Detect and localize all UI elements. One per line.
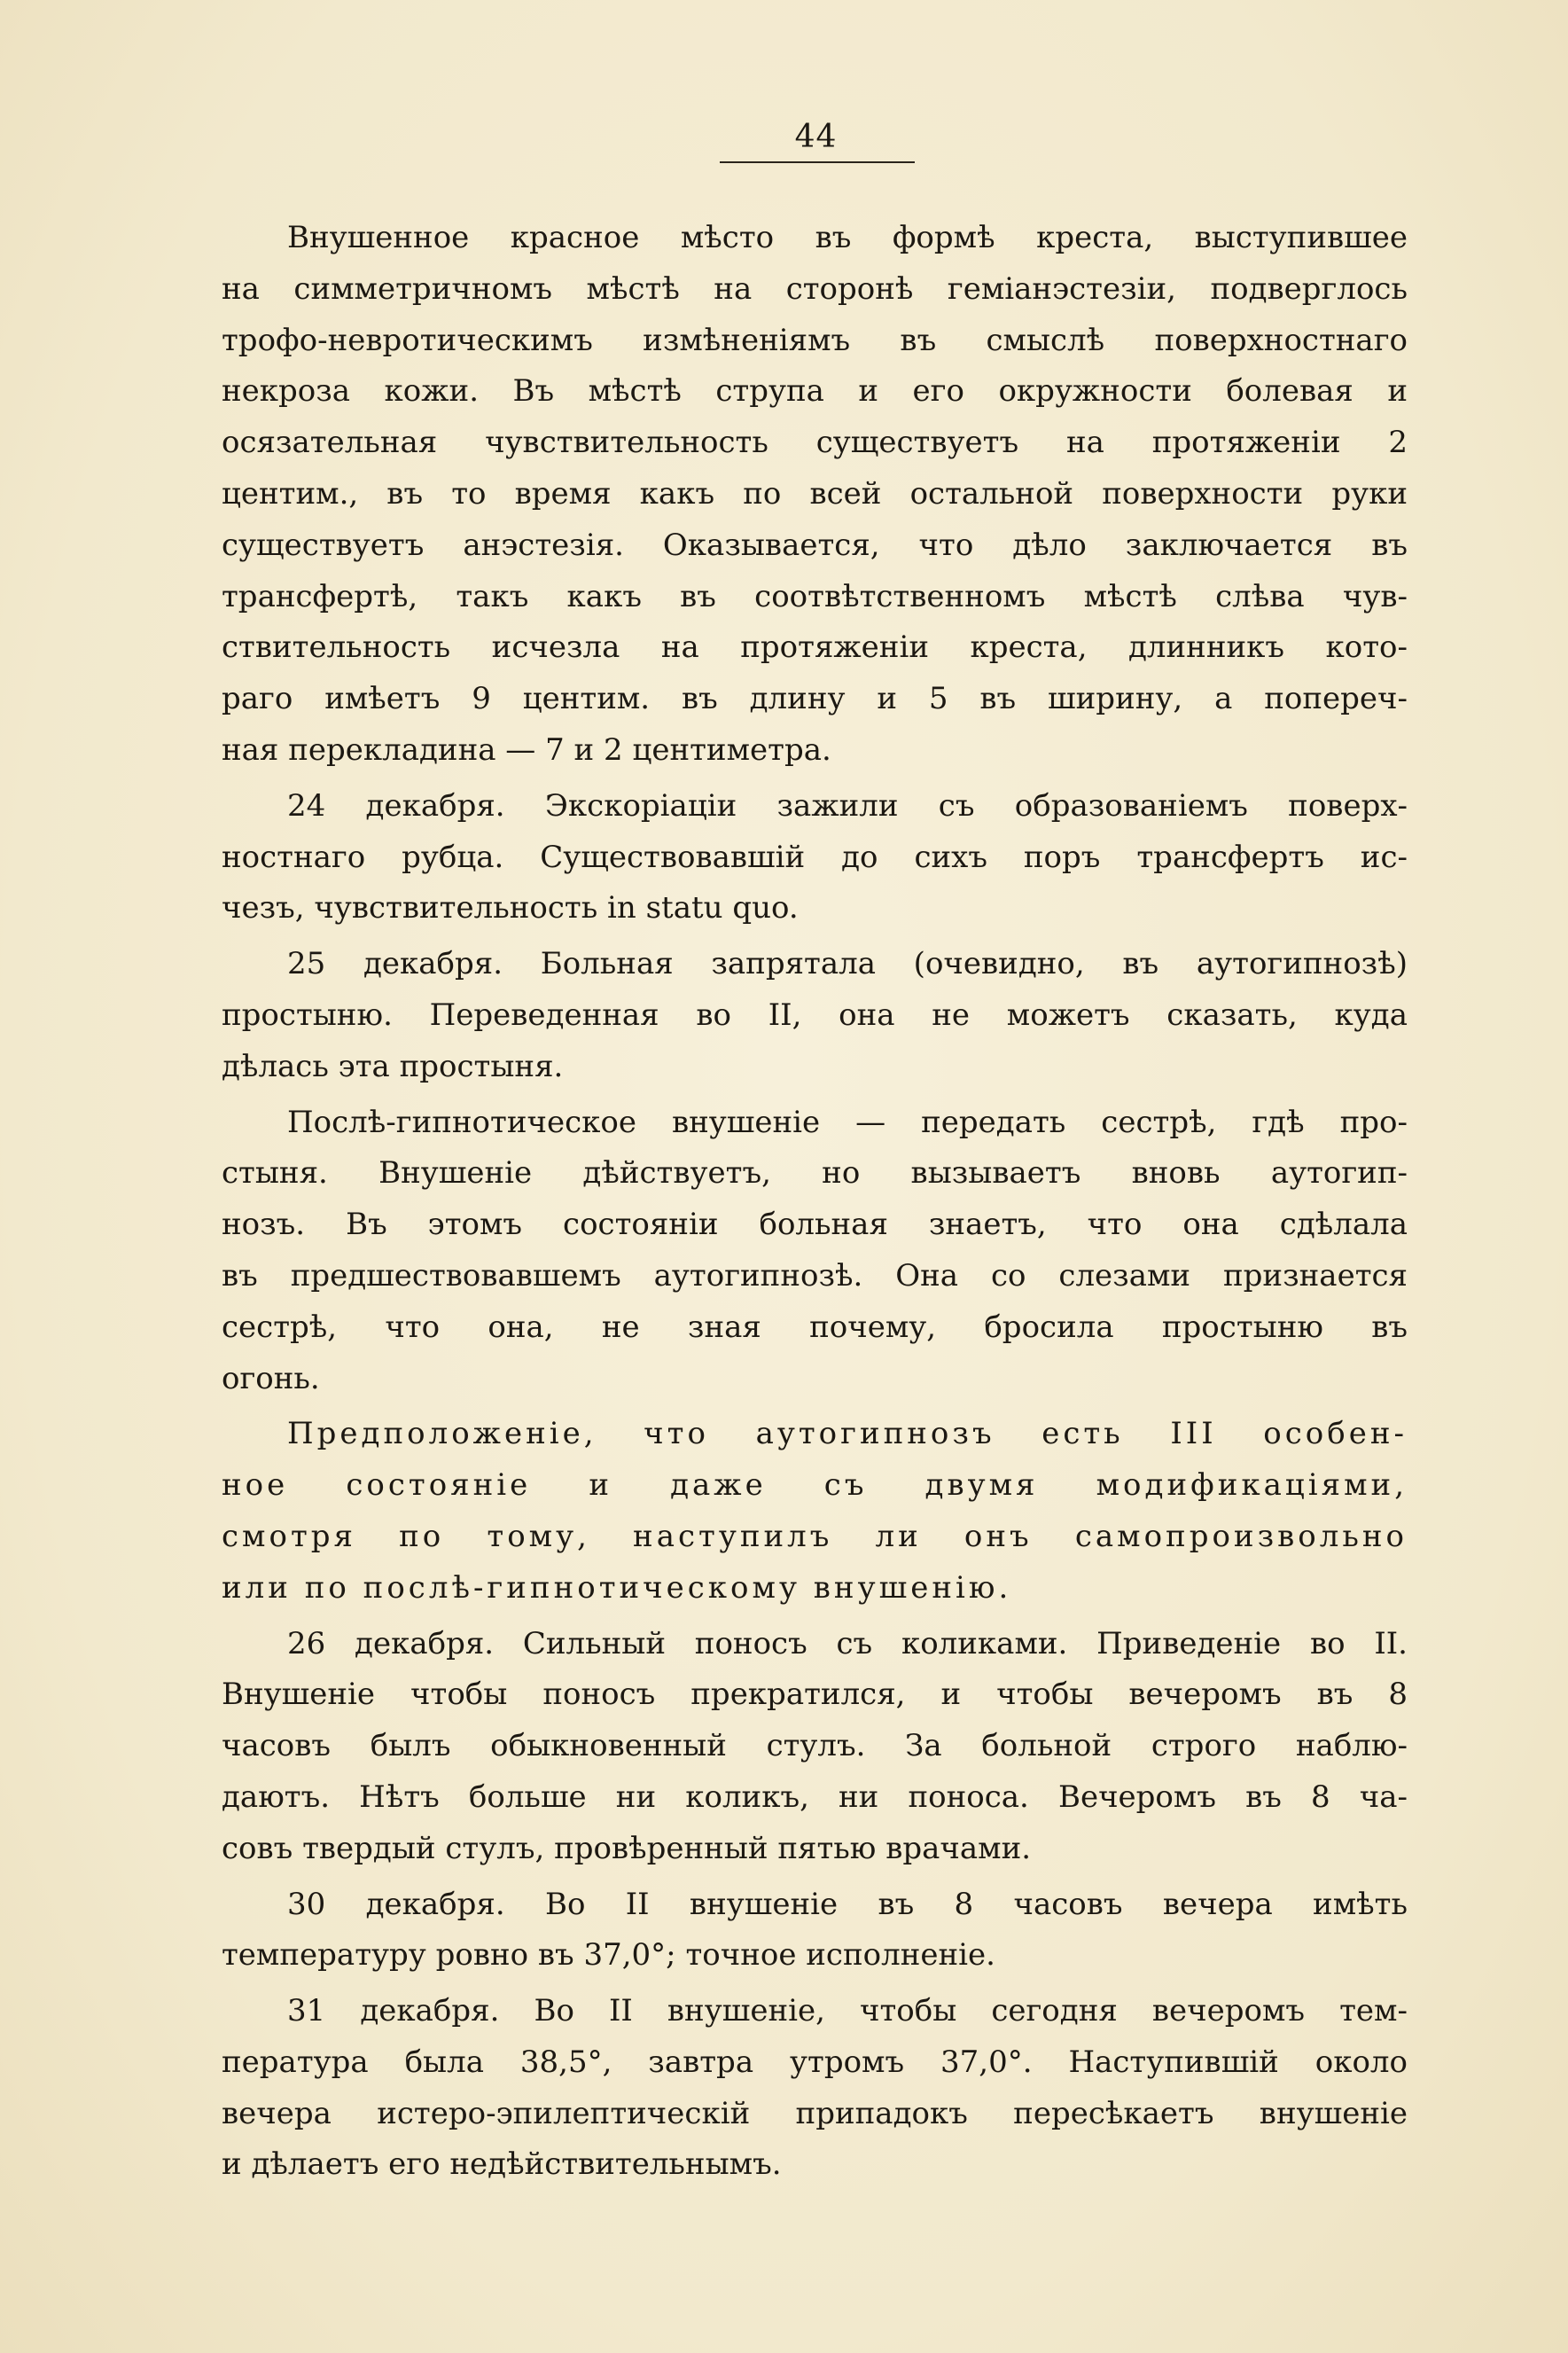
text-line: вечера истеро-эпилептическій припадокъ пересѣкаетъ внушеніе [222,2095,1408,2131]
text-line: чезъ, чувствительность in statu quo. [222,890,799,926]
text-line: 25 декабря. Больная запрятала (очевидно, въ аутогипнозѣ) [287,946,1408,982]
text-line: 26 декабря. Сильный поносъ съ коликами. Приведеніе во II. [287,1625,1408,1661]
text-line: на симметричномъ мѣстѣ на сторонѣ геміанэстезіи, подверглось [222,270,1408,307]
text-line: ная перекладина — 7 и 2 центиметра. [222,731,831,768]
text-line: раго имѣетъ 9 центим. въ длину и 5 въ ширину, а попереч- [222,681,1408,717]
paragraph [222,781,1408,934]
text-line: въ предшествовавшемъ аутогипнозѣ. Она со слезами признается [222,1257,1408,1294]
text-line: 31 декабря. Во II внушеніе, чтобы сегодня вечеромъ тем- [287,1993,1408,2029]
text-line: некроза кожи. Въ мѣстѣ струпа и его окружности болевая и [222,373,1408,410]
text-line: пература была 38,5°, завтра утромъ 37,0°. Наступившій около [222,2044,1408,2080]
text-line: Предположеніе, что аутогипнозъ есть III особен- [287,1416,1408,1452]
text-line: огонь. [222,1360,320,1396]
text-line: смотря по тому, наступилъ ли онъ самопроизвольно [222,1518,1408,1554]
text-line: трансфертѣ, такъ какъ въ соотвѣтственномъ мѣстѣ слѣва чув- [222,578,1408,614]
text-line: существуетъ анэстезія. Оказывается, что дѣло заключается въ [222,527,1408,563]
text-line: часовъ былъ обыкновенный стулъ. За больной строго наблю- [222,1728,1408,1764]
text-line: Внушеніе чтобы поносъ прекратился, и чтобы вечеромъ въ 8 [222,1677,1408,1713]
text-line: ствительность исчезла на протяженіи креста, длинникъ кото- [222,629,1408,666]
page-number: 44 [794,119,838,155]
text-line: нозъ. Въ этомъ состояніи больная знаетъ, что она сдѣлала [222,1207,1408,1243]
text-line: сестрѣ, что она, не зная почему, бросила простыню въ [222,1309,1408,1345]
text-line: Послѣ-гипнотическое внушеніе — передать сестрѣ, гдѣ про- [287,1104,1408,1140]
paragraph [222,1619,1408,1875]
text-line: центим., въ то время какъ по всей остальной поверхности руки [222,475,1408,512]
paragraph [222,1986,1408,2191]
paragraph [222,939,1408,1092]
text-line: стыня. Внушеніе дѣйствуетъ, но вызываетъ вновь аутогип- [222,1155,1408,1192]
body-text [222,213,1408,2191]
text-line: осязательная чувствительность существуетъ на протяженіи 2 [222,425,1408,461]
text-line: или по послѣ-гипнотическому внушенію. [222,1569,1012,1606]
text-line: и дѣлаетъ его недѣйствительнымъ. [222,2146,782,2183]
page-number-rule [720,161,915,163]
text-line: Внушенное красное мѣсто въ формѣ креста, выступившее [287,220,1408,255]
text-line: температуру ровно въ 37,0°; точное исполненіе. [222,1937,995,1974]
paragraph [222,1098,1408,1405]
paragraph [222,213,1408,777]
text-line: трофо-невротическимъ измѣненіямъ въ смыслѣ поверхностнаго [222,322,1408,358]
text-line: ностнаго рубца. Существовавшій до сихъ поръ трансфертъ ис- [222,839,1408,875]
text-line: ное состояніе и даже съ двумя модификаціями, [222,1467,1408,1504]
text-line: дѣлась эта простыня. [222,1048,564,1084]
paragraph [222,1409,1408,1614]
text-line: 24 декабря. Экскоріаціи зажили съ образованіемъ поверх- [287,787,1408,824]
text-line: 30 декабря. Во II внушеніе въ 8 часовъ вечера имѣть [287,1886,1408,1922]
text-line: простыню. Переведенная во II, она не можетъ сказать, куда [222,997,1408,1033]
text-line: совъ твердый стулъ, провѣренный пятью врачами. [222,1830,1032,1866]
text-line: даютъ. Нѣтъ больше ни коликъ, ни поноса. Вечеромъ въ 8 ча- [222,1778,1408,1815]
paragraph [222,1880,1408,1982]
